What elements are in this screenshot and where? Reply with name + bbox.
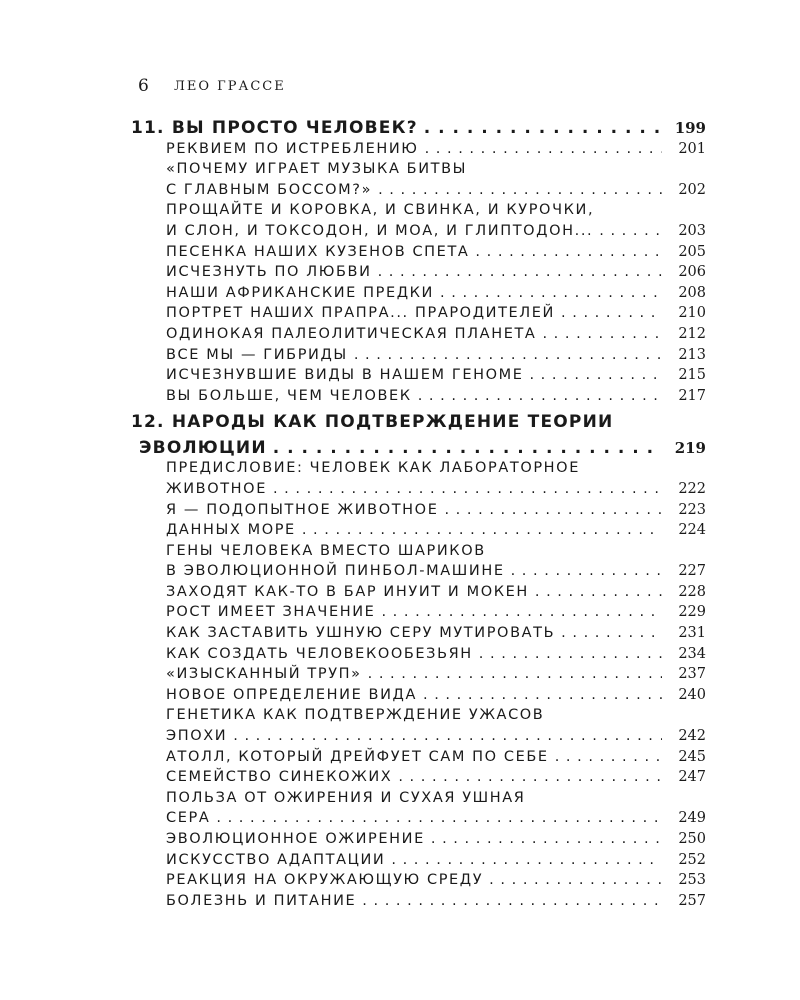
dot-leader xyxy=(431,830,662,848)
toc-entry-title: ПЕСЕНКА НАШИХ КУЗЕНОВ СПЕТА xyxy=(166,243,470,260)
toc-entry-title: Я — ПОДОПЫТНОЕ ЖИВОТНОЕ xyxy=(166,501,439,518)
dot-leader xyxy=(368,665,662,683)
dot-leader xyxy=(555,748,662,766)
toc-entry-title: ПРЕДИСЛОВИЕ: ЧЕЛОВЕК КАК ЛАБОРАТОРНОЕ xyxy=(166,460,580,477)
toc-entry-page: 223 xyxy=(678,501,706,518)
toc-entry-page: 199 xyxy=(674,119,706,137)
toc-entry-page: 242 xyxy=(678,728,706,745)
toc-entry-title: РЕКВИЕМ ПО ИСТРЕБЛЕНИЮ xyxy=(166,140,419,157)
toc-entry xyxy=(0,477,706,498)
dot-leader xyxy=(535,583,662,601)
toc-entry-page: 247 xyxy=(678,769,706,786)
toc-entry xyxy=(0,683,706,704)
toc-entry-title: ПОРТРЕТ НАШИХ ПРАПРА... ПРАРОДИТЕЛЕЙ xyxy=(166,305,556,322)
toc-entry-page: 219 xyxy=(674,438,706,457)
toc-entry xyxy=(0,199,706,220)
toc-entry-title: РЕАКЦИЯ НА ОКРУЖАЮЩУЮ СРЕДУ xyxy=(166,872,484,889)
toc-entry xyxy=(0,745,706,766)
toc-entry-title: С ГЛАВНЫМ БОССОМ?» xyxy=(166,181,373,198)
toc-entry-title: ДАННЫХ МОРЕ xyxy=(166,522,296,539)
toc-entry xyxy=(0,827,706,848)
toc-entry-title: «ПОЧЕМУ ИГРАЕТ МУЗЫКА БИТВЫ xyxy=(166,161,468,178)
dot-leader xyxy=(489,871,662,889)
toc-entry-title: ЭВОЛЮЦИИ xyxy=(139,437,267,458)
toc-entry-title: ИСКУССТВО АДАПТАЦИИ xyxy=(166,851,386,868)
dot-leader xyxy=(233,727,662,745)
toc-entry-page: 252 xyxy=(678,851,706,868)
toc-entry-title: ПРОЩАЙТЕ И КОРОВКА, И СВИНКА, И КУРОЧКИ, xyxy=(166,202,595,219)
dot-leader xyxy=(423,686,662,704)
toc-entry-page: 257 xyxy=(678,892,706,909)
dot-leader xyxy=(424,119,662,137)
toc-entry-title: В ЭВОЛЮЦИОННОЙ ПИНБОЛ-МАШИНЕ xyxy=(166,563,505,580)
toc-entry-page: 203 xyxy=(678,222,706,239)
dot-leader xyxy=(561,304,662,322)
toc-entry xyxy=(0,498,706,519)
toc-entry xyxy=(0,405,706,431)
toc-entry xyxy=(0,281,706,302)
dot-leader xyxy=(475,243,662,261)
toc-entry xyxy=(0,539,706,560)
toc-entry xyxy=(0,457,706,478)
toc-entry xyxy=(0,322,706,343)
dot-leader xyxy=(599,222,662,240)
toc-entry xyxy=(0,621,706,642)
toc-entry xyxy=(0,519,706,540)
toc-entry-page: 234 xyxy=(678,645,706,662)
toc-entry xyxy=(0,704,706,725)
toc-entry xyxy=(0,158,706,179)
toc-entry xyxy=(0,178,706,199)
dot-leader xyxy=(425,140,662,158)
toc-entry-page: 201 xyxy=(678,140,706,157)
toc-entry-title: ИСЧЕЗНУТЬ ПО ЛЮБВИ xyxy=(166,264,372,281)
toc-entry xyxy=(0,786,706,807)
dot-leader xyxy=(273,480,662,498)
toc-entry xyxy=(0,240,706,261)
toc-entry-page: 245 xyxy=(678,748,706,765)
toc-entry-page: 237 xyxy=(678,666,706,683)
toc-entry xyxy=(0,889,706,910)
toc-entry-title: И СЛОН, И ТОКСОДОН, И МОА, И ГЛИПТОДОН... xyxy=(166,222,594,239)
dot-leader xyxy=(273,439,662,457)
dot-leader xyxy=(216,809,662,827)
dot-leader xyxy=(529,366,662,384)
toc-entry-title: ГЕНЫ ЧЕЛОВЕКА ВМЕСТО ШАРИКОВ xyxy=(166,542,486,559)
toc-entry-page: 250 xyxy=(678,831,706,847)
toc-entry-title: ЖИВОТНОЕ xyxy=(166,480,267,497)
toc-entry xyxy=(0,431,706,457)
toc-entry xyxy=(0,219,706,240)
page-header xyxy=(138,72,286,100)
dot-leader xyxy=(362,892,662,910)
toc-entry-title: ВСЕ МЫ — ГИБРИДЫ xyxy=(166,346,348,363)
toc-entry xyxy=(0,580,706,601)
toc-entry-page: 215 xyxy=(678,367,706,384)
table-of-contents xyxy=(0,111,800,910)
toc-entry-page: 213 xyxy=(678,346,706,363)
dot-leader xyxy=(378,263,662,281)
toc-entry xyxy=(0,724,706,745)
toc-entry-title: ИСЧЕЗНУВШИЕ ВИДЫ В НАШЕМ ГЕНОМЕ xyxy=(166,367,524,384)
toc-entry-title: АТОЛЛ, КОТОРЫЙ ДРЕЙФУЕТ САМ ПО СЕБЕ xyxy=(166,748,549,765)
dot-leader xyxy=(418,387,662,405)
toc-entry-page: 240 xyxy=(678,686,706,703)
toc-entry-title: КАК СОЗДАТЬ ЧЕЛОВЕКООБЕЗЬЯН xyxy=(166,645,473,662)
dot-leader xyxy=(302,521,662,539)
toc-entry-page: 229 xyxy=(678,604,706,621)
toc-entry-title: БОЛЕЗНЬ И ПИТАНИЕ xyxy=(166,892,357,909)
toc-entry xyxy=(0,261,706,282)
toc-entry xyxy=(0,807,706,828)
toc-entry xyxy=(0,384,706,405)
toc-entry-title: ОДИНОКАЯ ПАЛЕОЛИТИЧЕСКАЯ ПЛАНЕТА xyxy=(166,325,537,342)
dot-leader xyxy=(444,501,662,519)
toc-entry-title: 11. ВЫ ПРОСТО ЧЕЛОВЕК? xyxy=(131,118,418,138)
dot-leader xyxy=(398,768,662,786)
toc-entry-page: 202 xyxy=(678,181,706,198)
toc-entry-title: РОСТ ИМЕЕТ ЗНАЧЕНИЕ xyxy=(166,604,376,621)
toc-entry-page: 210 xyxy=(678,305,706,322)
toc-entry-page: 208 xyxy=(678,284,706,301)
toc-entry-page: 206 xyxy=(678,264,706,281)
dot-leader xyxy=(542,325,662,343)
toc-entry-page: 249 xyxy=(678,810,706,827)
toc-entry-page: 224 xyxy=(678,522,706,539)
toc-entry-title: ГЕНЕТИКА КАК ПОДТВЕРЖДЕНИЕ УЖАСОВ xyxy=(166,707,545,724)
toc-entry-page: 222 xyxy=(678,480,706,497)
toc-entry-title: СЕРА xyxy=(166,810,211,827)
toc-entry-title: ПОЛЬЗА ОТ ОЖИРЕНИЯ И СУХАЯ УШНАЯ xyxy=(166,789,526,806)
toc-entry-title: КАК ЗАСТАВИТЬ УШНУЮ СЕРУ МУТИРОВАТЬ xyxy=(166,625,556,642)
toc-entry-title: «ИЗЫСКАННЫЙ ТРУП» xyxy=(166,666,362,683)
dot-leader xyxy=(561,624,662,642)
toc-entry xyxy=(0,364,706,385)
toc-entry xyxy=(0,343,706,364)
dot-leader xyxy=(381,603,662,621)
toc-entry-page: 253 xyxy=(678,872,706,889)
toc-entry xyxy=(0,560,706,581)
toc-entry-title: ЗАХОДЯТ КАК-ТО В БАР ИНУИТ И МОКЕН xyxy=(166,583,529,600)
dot-leader xyxy=(479,645,662,663)
toc-entry xyxy=(0,766,706,787)
toc-entry-page: 227 xyxy=(678,563,706,580)
toc-entry-title: ЭВОЛЮЦИОННОЕ ОЖИРЕНИЕ xyxy=(166,831,425,847)
toc-entry-title: НОВОЕ ОПРЕДЕЛЕНИЕ ВИДА xyxy=(166,686,417,703)
toc-entry xyxy=(0,663,706,684)
dot-leader xyxy=(378,181,662,199)
toc-entry xyxy=(0,302,706,323)
toc-entry-page: 231 xyxy=(678,625,706,642)
toc-entry xyxy=(0,111,706,137)
toc-entry xyxy=(0,869,706,890)
toc-entry-page: 217 xyxy=(678,387,706,404)
toc-entry xyxy=(0,848,706,869)
toc-entry-page: 212 xyxy=(678,325,706,342)
running-head: ЛЕО ГРАССЕ xyxy=(174,78,286,94)
toc-entry-title: СЕМЕЙСТВО СИНЕКОЖИХ xyxy=(166,769,393,786)
toc-entry xyxy=(0,601,706,622)
dot-leader xyxy=(440,284,662,302)
toc-entry-title: НАШИ АФРИКАНСКИЕ ПРЕДКИ xyxy=(166,284,435,301)
toc-entry-page: 228 xyxy=(678,583,706,600)
dot-leader xyxy=(391,851,662,869)
toc-entry xyxy=(0,642,706,663)
toc-entry-title: 12. НАРОДЫ КАК ПОДТВЕРЖДЕНИЕ ТЕОРИИ xyxy=(131,411,614,432)
dot-leader xyxy=(511,562,662,580)
toc-entry xyxy=(0,137,706,158)
toc-entry-title: ВЫ БОЛЬШЕ, ЧЕМ ЧЕЛОВЕК xyxy=(166,387,412,404)
dot-leader xyxy=(354,346,662,364)
toc-entry-page: 205 xyxy=(678,243,706,260)
page-number: 6 xyxy=(138,76,149,96)
toc-entry-title: ЭПОХИ xyxy=(166,728,228,745)
